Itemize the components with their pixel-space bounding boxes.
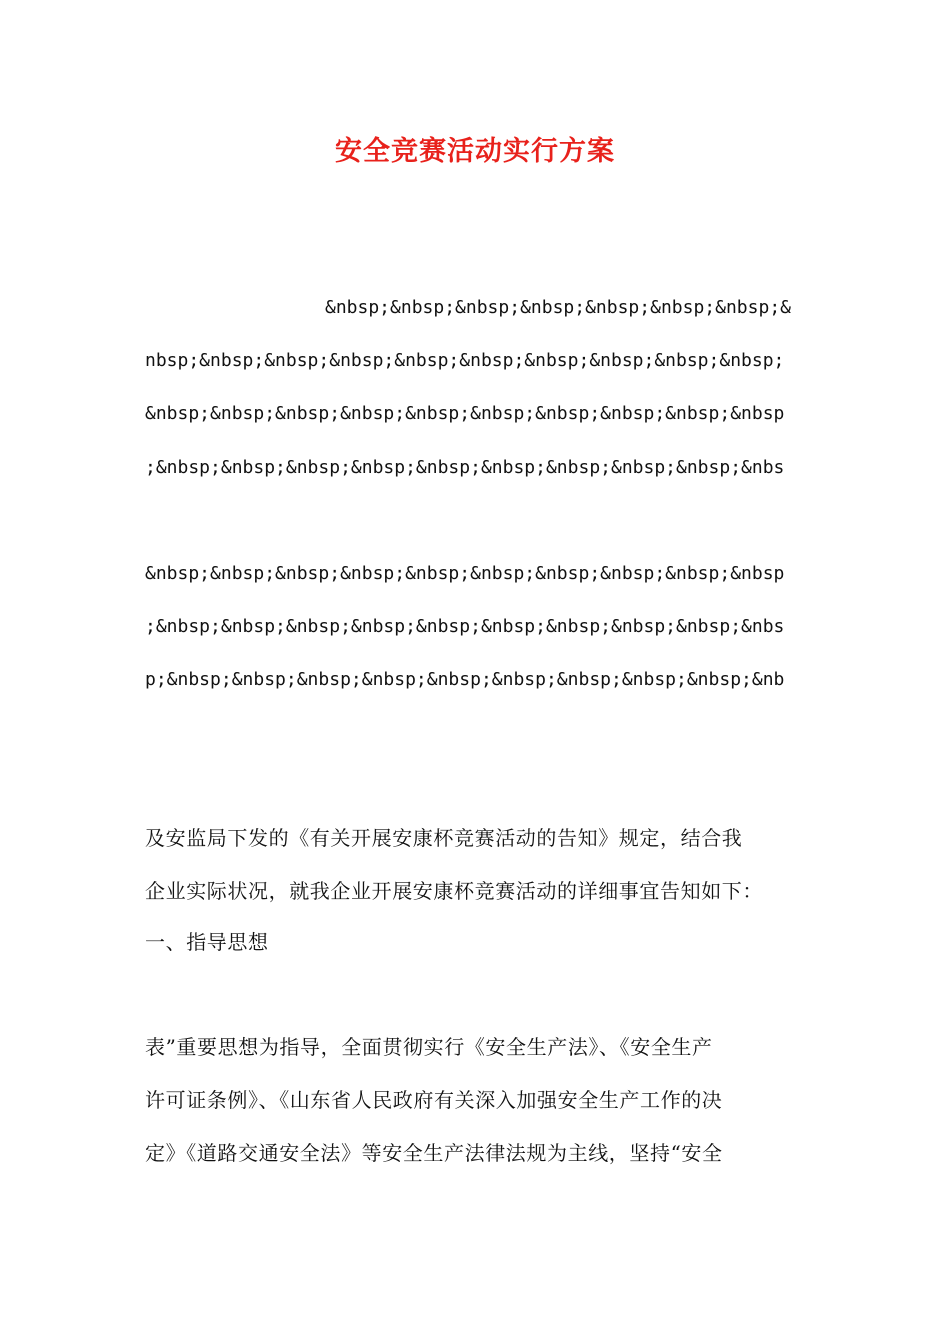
text-line (145, 494, 805, 547)
text-line (145, 968, 805, 1021)
text-line (145, 759, 805, 812)
text-line (145, 706, 805, 759)
text-line: ;&nbsp;&nbsp;&nbsp;&nbsp;&nbsp;&nbsp;&nbsp;&nbsp;&nbsp;&nbs (145, 457, 785, 478)
text-line: 许可证条例》、《山东省人民政府有关深入加强安全生产工作的决 (145, 1088, 723, 1112)
section-heading: 一、指导思想 (145, 930, 269, 954)
text-line: &nbsp;&nbsp;&nbsp;&nbsp;&nbsp;&nbsp;&nbsp;&nbsp;&nbsp;&nbsp (145, 403, 785, 424)
document-title: 安全竞赛活动实行方案 (335, 136, 615, 167)
text-line: 及安监局下发的《有关开展安康杯竞赛活动的告知》规定，结合我 (145, 826, 743, 850)
text-line: &nbsp;&nbsp;&nbsp;&nbsp;&nbsp;&nbsp;&nbsp;&nbsp;&nbsp;&nbsp (145, 563, 785, 584)
text-line: 企业实际状况，就我企业开展安康杯竞赛活动的详细事宜告知如下： (145, 879, 763, 903)
text-line: ;&nbsp;&nbsp;&nbsp;&nbsp;&nbsp;&nbsp;&nbsp;&nbsp;&nbsp;&nbs (145, 616, 785, 637)
text-line: p;&nbsp;&nbsp;&nbsp;&nbsp;&nbsp;&nbsp;&nbsp;&nbsp;&nbsp;&nb (145, 669, 785, 690)
text-line: 表”重要思想为指导，全面贯彻实行《安全生产法》、《安全生产 (145, 1035, 713, 1059)
text-line: nbsp;&nbsp;&nbsp;&nbsp;&nbsp;&nbsp;&nbsp;&nbsp;&nbsp;&nbsp; (145, 350, 785, 371)
text-line: &nbsp;&nbsp;&nbsp;&nbsp;&nbsp;&nbsp;&nbsp;& (325, 297, 791, 318)
text-line: 定》《道路交通安全法》等安全生产法律法规为主线，坚持“安全 (145, 1141, 723, 1165)
